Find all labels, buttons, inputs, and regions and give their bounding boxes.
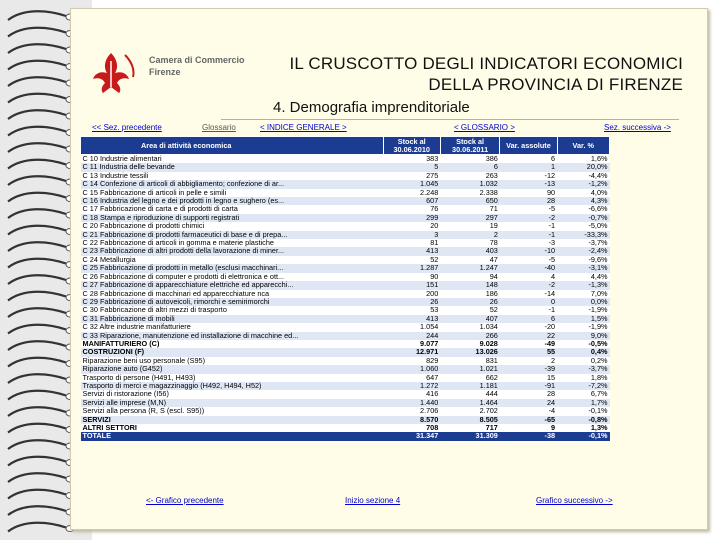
cell-var-pct: 4,0% bbox=[557, 189, 609, 197]
cell-stock-2011: 831 bbox=[440, 357, 500, 365]
cell-stock-2010: 1.287 bbox=[383, 264, 440, 272]
table-row bbox=[81, 256, 610, 264]
cell-var-pct: 4,3% bbox=[557, 197, 609, 205]
cell-stock-2011: 19 bbox=[440, 222, 500, 230]
general-index-link[interactable]: < INDICE GENERALE > bbox=[260, 123, 347, 132]
cell-activity: C 31 Fabbricazione di mobili bbox=[81, 315, 384, 323]
cell-activity: Trasporto di persone (H491, H493) bbox=[81, 374, 384, 382]
cell-stock-2010: 53 bbox=[383, 306, 440, 314]
cell-var-abs: 6 bbox=[500, 315, 557, 323]
cell-stock-2011: 6 bbox=[440, 163, 500, 171]
cell-var-pct: -0,8% bbox=[557, 416, 609, 424]
cell-var-pct: 4,4% bbox=[557, 273, 609, 281]
cell-var-abs: -49 bbox=[500, 340, 557, 348]
cell-var-abs: -65 bbox=[500, 416, 557, 424]
chamber-of-commerce-logo-icon bbox=[81, 47, 141, 97]
table-row bbox=[81, 273, 610, 281]
cell-var-pct: 1,5% bbox=[557, 315, 609, 323]
cell-var-abs: -1 bbox=[500, 306, 557, 314]
cell-var-pct: 1,8% bbox=[557, 374, 609, 382]
cell-stock-2011: 52 bbox=[440, 306, 500, 314]
total-cell-var-abs: -38 bbox=[500, 432, 557, 440]
cell-stock-2011: 297 bbox=[440, 214, 500, 222]
cell-var-abs: -10 bbox=[500, 247, 557, 255]
cell-stock-2010: 26 bbox=[383, 298, 440, 306]
cell-var-abs: 6 bbox=[500, 155, 557, 164]
cell-activity: C 26 Fabbricazione di computer e prodotti di elettronica e ott... bbox=[81, 273, 384, 281]
cell-var-abs: -40 bbox=[500, 264, 557, 272]
cell-stock-2010: 383 bbox=[383, 155, 440, 164]
cell-var-pct: -0,1% bbox=[557, 407, 609, 415]
cell-stock-2011: 1.181 bbox=[440, 382, 500, 390]
spiral-ring bbox=[8, 11, 66, 20]
logo-line-1: Camera di Commercio bbox=[149, 55, 245, 65]
cell-stock-2010: 1.440 bbox=[383, 399, 440, 407]
cell-stock-2011: 1.032 bbox=[440, 180, 500, 188]
cell-activity: C 29 Fabbricazione di autoveicoli, rimorchi e semirimorchi bbox=[81, 298, 384, 306]
cell-var-pct: -4,4% bbox=[557, 172, 609, 180]
cell-activity: C 28 Fabbricazione di macchinari ed apparecchiature nca bbox=[81, 290, 384, 298]
prev-section-link[interactable]: << Sez. precedente bbox=[92, 123, 162, 132]
table-row bbox=[81, 374, 610, 382]
cell-var-pct: -33,3% bbox=[557, 231, 609, 239]
spiral-ring bbox=[8, 308, 66, 317]
spiral-ring bbox=[8, 506, 66, 515]
spiral-ring bbox=[8, 407, 66, 416]
cell-activity: ALTRI SETTORI bbox=[81, 424, 384, 432]
cell-var-pct: -2,4% bbox=[557, 247, 609, 255]
section-subtitle: 4. Demografia imprenditoriale bbox=[273, 99, 470, 116]
cell-stock-2010: 3 bbox=[383, 231, 440, 239]
cell-stock-2011: 717 bbox=[440, 424, 500, 432]
cell-activity: Servizi di ristorazione (I56) bbox=[81, 390, 384, 398]
cell-stock-2010: 1.045 bbox=[383, 180, 440, 188]
spiral-ring bbox=[8, 176, 66, 185]
cell-var-abs: 15 bbox=[500, 374, 557, 382]
total-cell-activity: TOTALE bbox=[81, 432, 384, 440]
cell-activity: Servizi alla persona (R, S (escl. S95)) bbox=[81, 407, 384, 415]
cell-var-pct: -7,2% bbox=[557, 382, 609, 390]
cell-activity: MANIFATTURIERO (C) bbox=[81, 340, 384, 348]
spiral-ring bbox=[8, 490, 66, 499]
cell-stock-2011: 1.247 bbox=[440, 264, 500, 272]
cell-var-pct: -1,9% bbox=[557, 306, 609, 314]
cell-stock-2011: 1.034 bbox=[440, 323, 500, 331]
cell-stock-2011: 47 bbox=[440, 256, 500, 264]
table-row bbox=[81, 281, 610, 289]
cell-stock-2010: 2.706 bbox=[383, 407, 440, 415]
cell-activity: C 33 Riparazione, manutenzione ed installazione di macchine ed... bbox=[81, 332, 384, 340]
cell-var-abs: -3 bbox=[500, 239, 557, 247]
cell-var-abs: -5 bbox=[500, 256, 557, 264]
col-header-stock-2011: Stock al 30.06.2011 bbox=[440, 137, 500, 155]
cell-activity: C 10 Industrie alimentari bbox=[81, 155, 384, 164]
spiral-ring bbox=[8, 523, 66, 532]
prev-chart-link[interactable]: <- Grafico precedente bbox=[146, 496, 224, 505]
logo-line-2: Firenze bbox=[149, 67, 181, 77]
cell-stock-2011: 148 bbox=[440, 281, 500, 289]
cell-var-abs: 28 bbox=[500, 390, 557, 398]
table-row bbox=[81, 239, 610, 247]
cell-activity: Servizi alle imprese (M,N) bbox=[81, 399, 384, 407]
cell-stock-2010: 8.570 bbox=[383, 416, 440, 424]
cell-stock-2010: 1.272 bbox=[383, 382, 440, 390]
table-row bbox=[81, 163, 610, 171]
cell-activity: Riparazione beni uso personale (S95) bbox=[81, 357, 384, 365]
table-row bbox=[81, 424, 610, 432]
cell-stock-2010: 200 bbox=[383, 290, 440, 298]
table-row bbox=[81, 264, 610, 272]
cell-var-pct: -3,7% bbox=[557, 365, 609, 373]
cell-stock-2011: 26 bbox=[440, 298, 500, 306]
total-cell-stock-2010: 31.347 bbox=[383, 432, 440, 440]
cell-stock-2010: 20 bbox=[383, 222, 440, 230]
cell-var-pct: 0,0% bbox=[557, 298, 609, 306]
cell-stock-2011: 2.338 bbox=[440, 189, 500, 197]
cell-var-pct: -0,7% bbox=[557, 214, 609, 222]
cell-stock-2010: 2.248 bbox=[383, 189, 440, 197]
table-row bbox=[81, 222, 610, 230]
section-start-link[interactable]: Inizio sezione 4 bbox=[345, 496, 401, 505]
table-row bbox=[81, 231, 610, 239]
cell-var-pct: 9,0% bbox=[557, 332, 609, 340]
cell-stock-2010: 708 bbox=[383, 424, 440, 432]
spiral-ring bbox=[8, 61, 66, 70]
cell-stock-2011: 403 bbox=[440, 247, 500, 255]
cell-stock-2011: 9.028 bbox=[440, 340, 500, 348]
spiral-ring bbox=[8, 325, 66, 334]
cell-activity: C 11 Industria delle bevande bbox=[81, 163, 384, 171]
table-row bbox=[81, 306, 610, 314]
cell-var-pct: -3,1% bbox=[557, 264, 609, 272]
cell-activity: C 32 Altre industrie manifatturiere bbox=[81, 323, 384, 331]
spiral-ring bbox=[8, 391, 66, 400]
cell-stock-2010: 829 bbox=[383, 357, 440, 365]
cell-var-abs: 90 bbox=[500, 189, 557, 197]
cell-stock-2011: 444 bbox=[440, 390, 500, 398]
cell-var-pct: -1,3% bbox=[557, 281, 609, 289]
logo-text bbox=[149, 54, 245, 78]
cell-var-pct: 7,0% bbox=[557, 290, 609, 298]
spiral-ring bbox=[8, 209, 66, 218]
cell-stock-2011: 266 bbox=[440, 332, 500, 340]
cell-stock-2011: 662 bbox=[440, 374, 500, 382]
spiral-ring bbox=[8, 358, 66, 367]
cell-activity: C 23 Fabbricazione di altri prodotti della lavorazione di miner... bbox=[81, 247, 384, 255]
cell-var-pct: 1,3% bbox=[557, 424, 609, 432]
col-header-var-pct: Var. % bbox=[557, 137, 609, 155]
spiral-ring bbox=[8, 160, 66, 169]
cell-var-abs: -91 bbox=[500, 382, 557, 390]
table-row bbox=[81, 197, 610, 205]
cell-activity: C 13 Industrie tessili bbox=[81, 172, 384, 180]
cell-stock-2010: 299 bbox=[383, 214, 440, 222]
title-divider bbox=[221, 119, 679, 120]
table-row bbox=[81, 416, 610, 424]
cell-activity: C 24 Metallurgia bbox=[81, 256, 384, 264]
table-row bbox=[81, 348, 610, 356]
cell-stock-2010: 244 bbox=[383, 332, 440, 340]
cell-stock-2011: 1.021 bbox=[440, 365, 500, 373]
spiral-ring bbox=[8, 127, 66, 136]
cell-stock-2010: 76 bbox=[383, 205, 440, 213]
cell-stock-2011: 386 bbox=[440, 155, 500, 164]
total-cell-var-pct: -0,1% bbox=[557, 432, 609, 440]
cell-var-pct: -1,2% bbox=[557, 180, 609, 188]
cell-var-abs: 2 bbox=[500, 357, 557, 365]
cell-var-abs: -4 bbox=[500, 407, 557, 415]
cell-var-pct: 0,2% bbox=[557, 357, 609, 365]
spiral-ring bbox=[8, 457, 66, 466]
cell-activity: COSTRUZIONI (F) bbox=[81, 348, 384, 356]
cell-stock-2011: 71 bbox=[440, 205, 500, 213]
cell-stock-2010: 1.060 bbox=[383, 365, 440, 373]
table-row bbox=[81, 332, 610, 340]
cell-stock-2010: 275 bbox=[383, 172, 440, 180]
cell-var-pct: -5,0% bbox=[557, 222, 609, 230]
cell-var-abs: -12 bbox=[500, 172, 557, 180]
table-row bbox=[81, 155, 610, 164]
table-row bbox=[81, 298, 610, 306]
glossary-link[interactable]: < GLOSSARIO > bbox=[454, 123, 515, 132]
cell-var-abs: -13 bbox=[500, 180, 557, 188]
glossary-small-link[interactable]: Glossario bbox=[202, 123, 236, 132]
table-row bbox=[81, 172, 610, 180]
cell-var-pct: 1,7% bbox=[557, 399, 609, 407]
table-row bbox=[81, 214, 610, 222]
cell-activity: C 17 Fabbricazione di carta e di prodotti di carta bbox=[81, 205, 384, 213]
table-row bbox=[81, 189, 610, 197]
cell-activity: Riparazione auto (G452) bbox=[81, 365, 384, 373]
spiral-ring bbox=[8, 110, 66, 119]
cell-var-pct: 1,6% bbox=[557, 155, 609, 164]
cell-stock-2010: 12.971 bbox=[383, 348, 440, 356]
cell-stock-2011: 407 bbox=[440, 315, 500, 323]
table-row bbox=[81, 399, 610, 407]
cell-var-pct: -9,6% bbox=[557, 256, 609, 264]
cell-var-abs: -39 bbox=[500, 365, 557, 373]
spiral-ring bbox=[8, 242, 66, 251]
cell-activity: C 27 Fabbricazione di apparecchiature elettriche ed apparecchi... bbox=[81, 281, 384, 289]
spiral-binding-icon bbox=[0, 0, 80, 540]
table-row bbox=[81, 340, 610, 348]
cell-var-pct: 0,4% bbox=[557, 348, 609, 356]
cell-stock-2010: 5 bbox=[383, 163, 440, 171]
spiral-ring bbox=[8, 44, 66, 53]
cell-var-abs: -5 bbox=[500, 205, 557, 213]
table-total-row bbox=[81, 432, 610, 440]
cell-var-abs: -1 bbox=[500, 222, 557, 230]
col-header-activity: Area di attività economica bbox=[81, 137, 384, 155]
spiral-ring bbox=[8, 193, 66, 202]
cell-var-pct: 6,7% bbox=[557, 390, 609, 398]
col-header-stock-2010: Stock al 30.06.2010 bbox=[383, 137, 440, 155]
next-section-link[interactable]: Sez. successiva -> bbox=[604, 123, 671, 132]
cell-stock-2010: 416 bbox=[383, 390, 440, 398]
spiral-ring bbox=[8, 341, 66, 350]
cell-var-abs: -20 bbox=[500, 323, 557, 331]
table-row bbox=[81, 365, 610, 373]
cell-stock-2010: 81 bbox=[383, 239, 440, 247]
cell-activity: C 25 Fabbricazione di prodotti in metallo (esclusi macchinari... bbox=[81, 264, 384, 272]
cell-var-pct: -0,5% bbox=[557, 340, 609, 348]
cell-var-abs: 22 bbox=[500, 332, 557, 340]
cell-activity: C 21 Fabbricazione di prodotti farmaceutici di base e di prepa... bbox=[81, 231, 384, 239]
cell-stock-2010: 52 bbox=[383, 256, 440, 264]
cell-activity: C 14 Confezione di articoli di abbigliamento; confezione di ar... bbox=[81, 180, 384, 188]
cell-var-abs: 1 bbox=[500, 163, 557, 171]
cell-stock-2011: 186 bbox=[440, 290, 500, 298]
cell-stock-2010: 607 bbox=[383, 197, 440, 205]
table-row bbox=[81, 382, 610, 390]
cell-stock-2011: 2.702 bbox=[440, 407, 500, 415]
spiral-ring bbox=[8, 292, 66, 301]
table-row bbox=[81, 407, 610, 415]
cell-var-abs: -14 bbox=[500, 290, 557, 298]
cell-stock-2011: 8.505 bbox=[440, 416, 500, 424]
cell-stock-2011: 94 bbox=[440, 273, 500, 281]
table-row bbox=[81, 180, 610, 188]
cell-activity: C 30 Fabbricazione di altri mezzi di trasporto bbox=[81, 306, 384, 314]
table-row bbox=[81, 390, 610, 398]
spiral-ring bbox=[8, 226, 66, 235]
spiral-ring bbox=[8, 28, 66, 37]
table-row bbox=[81, 323, 610, 331]
cell-var-abs: -2 bbox=[500, 214, 557, 222]
cell-var-abs: 28 bbox=[500, 197, 557, 205]
cell-stock-2010: 647 bbox=[383, 374, 440, 382]
cell-stock-2010: 90 bbox=[383, 273, 440, 281]
cell-activity: C 22 Fabbricazione di articoli in gomma e materie plastiche bbox=[81, 239, 384, 247]
table-row bbox=[81, 357, 610, 365]
spiral-ring bbox=[8, 275, 66, 284]
cell-stock-2010: 413 bbox=[383, 315, 440, 323]
total-cell-stock-2011: 31.309 bbox=[440, 432, 500, 440]
cell-var-abs: 4 bbox=[500, 273, 557, 281]
cell-stock-2010: 1.054 bbox=[383, 323, 440, 331]
cell-activity: C 15 Fabbricazione di articoli in pelle e simili bbox=[81, 189, 384, 197]
cell-stock-2011: 1.464 bbox=[440, 399, 500, 407]
cell-stock-2011: 78 bbox=[440, 239, 500, 247]
cell-var-abs: 0 bbox=[500, 298, 557, 306]
table-body bbox=[81, 155, 610, 441]
table-row bbox=[81, 205, 610, 213]
title-line-2: DELLA PROVINCIA DI FIRENZE bbox=[428, 75, 683, 94]
cell-stock-2010: 151 bbox=[383, 281, 440, 289]
cell-var-abs: 24 bbox=[500, 399, 557, 407]
table-row bbox=[81, 247, 610, 255]
cell-var-abs: 55 bbox=[500, 348, 557, 356]
spiral-ring bbox=[8, 440, 66, 449]
spiral-ring bbox=[8, 374, 66, 383]
cell-var-pct: -1,9% bbox=[557, 323, 609, 331]
cell-activity: C 20 Fabbricazione di prodotti chimici bbox=[81, 222, 384, 230]
cell-activity: C 16 Industria del legno e dei prodotti in legno e sughero (es... bbox=[81, 197, 384, 205]
cell-var-pct: -3,7% bbox=[557, 239, 609, 247]
cell-var-abs: 9 bbox=[500, 424, 557, 432]
cell-var-pct: -6,6% bbox=[557, 205, 609, 213]
cell-stock-2011: 263 bbox=[440, 172, 500, 180]
spiral-ring bbox=[8, 77, 66, 86]
cell-activity: C 18 Stampa e riproduzione di supporti registrati bbox=[81, 214, 384, 222]
col-header-var-abs: Var. assolute bbox=[500, 137, 557, 155]
cell-var-abs: -2 bbox=[500, 281, 557, 289]
title-line-1: IL CRUSCOTTO DEGLI INDICATORI ECONOMICI bbox=[289, 54, 683, 73]
table-row bbox=[81, 290, 610, 298]
spiral-ring bbox=[8, 424, 66, 433]
cell-stock-2010: 9.077 bbox=[383, 340, 440, 348]
spiral-ring bbox=[8, 473, 66, 482]
cell-stock-2011: 13.026 bbox=[440, 348, 500, 356]
table-row bbox=[81, 315, 610, 323]
economic-activity-table bbox=[80, 136, 610, 441]
cell-activity: Trasporto di merci e magazzinaggio (H492, H494, H52) bbox=[81, 382, 384, 390]
cell-stock-2010: 413 bbox=[383, 247, 440, 255]
cell-var-pct: 20,0% bbox=[557, 163, 609, 171]
next-chart-link[interactable]: Grafico successivo -> bbox=[536, 496, 613, 505]
spiral-ring bbox=[8, 143, 66, 152]
cell-activity: SERVIZI bbox=[81, 416, 384, 424]
cell-var-abs: -1 bbox=[500, 231, 557, 239]
spiral-ring bbox=[8, 94, 66, 103]
cell-stock-2011: 2 bbox=[440, 231, 500, 239]
table-header-row bbox=[81, 137, 610, 155]
spiral-ring bbox=[8, 259, 66, 268]
cell-stock-2011: 650 bbox=[440, 197, 500, 205]
page-title bbox=[290, 53, 684, 95]
